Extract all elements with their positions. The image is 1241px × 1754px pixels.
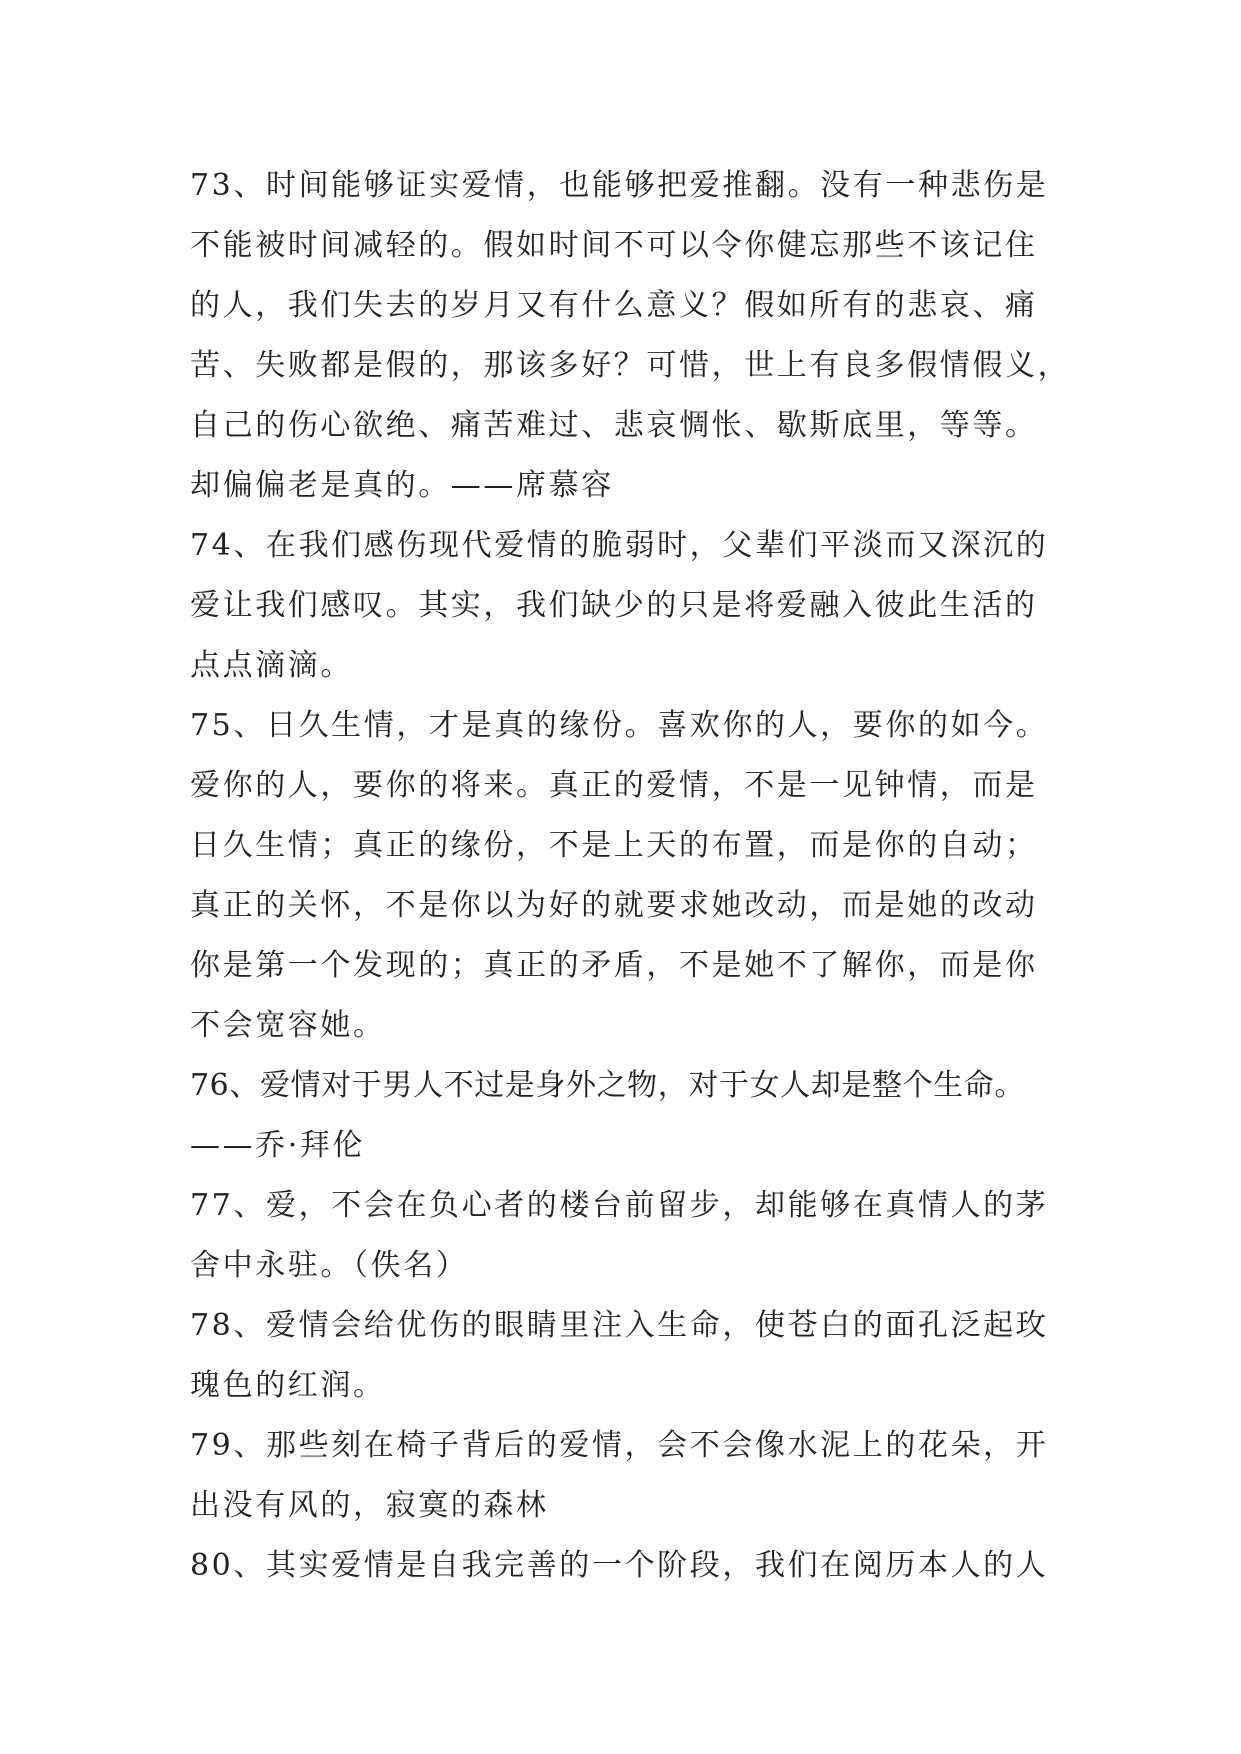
text-line-76-1: 76、爱情对于男人不过是身外之物，对于女人却是整个生命。 xyxy=(190,1068,1025,1103)
text-line-75-6: 不会宽容她。 xyxy=(190,1008,386,1043)
text-line-73-2: 不能被时间减轻的。假如时间不可以令你健忘那些不该记住 xyxy=(190,228,1038,263)
text-line-77-2: 舍中永驻。（佚名） xyxy=(190,1248,469,1283)
text-line-78-1: 78、爱情会给优伤的眼睛里注入生命，使苍白的面孔泛起玫 xyxy=(190,1308,1049,1343)
text-line-80-1: 80、其实爱情是自我完善的一个阶段，我们在阅历本人的人 xyxy=(190,1548,1049,1583)
text-line-79-2: 出没有风的，寂寞的森林 xyxy=(190,1488,549,1523)
text-line-75-5: 你是第一个发现的；真正的矛盾，不是她不了解你，而是你 xyxy=(190,948,1038,983)
text-line-79-1: 79、那些刻在椅子背后的爱情，会不会像水泥上的花朵，开 xyxy=(190,1428,1049,1463)
text-line-78-2: 瑰色的红润。 xyxy=(190,1368,386,1403)
text-line-75-1: 75、日久生情，才是真的缘份。喜欢你的人，要你的如今。 xyxy=(190,708,1049,743)
text-line-75-4: 真正的关怀，不是你以为好的就要求她改动，而是她的改动 xyxy=(190,888,1038,923)
text-line-76-2: ——乔·拜伦 xyxy=(190,1128,366,1163)
text-line-73-4: 苦、失败都是假的，那该多好？可惜，世上有良多假情假义， xyxy=(190,348,1071,383)
text-line-73-6: 却偏偏老是真的。——席慕容 xyxy=(190,468,614,503)
text-line-77-1: 77、爱，不会在负心者的楼台前留步，却能够在真情人的茅 xyxy=(190,1188,1049,1223)
text-line-75-3: 日久生情；真正的缘份，不是上天的布置，而是你的自动； xyxy=(190,828,1038,863)
text-line-75-2: 爱你的人，要你的将来。真正的爱情，不是一见钟情，而是 xyxy=(190,768,1038,803)
text-line-74-2: 爱让我们感叹。其实，我们缺少的只是将爱融入彼此生活的 xyxy=(190,588,1038,623)
text-line-73-3: 的人，我们失去的岁月又有什么意义？假如所有的悲哀、痛 xyxy=(190,288,1038,323)
document-body xyxy=(190,156,1070,1596)
text-line-73-5: 自己的伤心欲绝、痛苦难过、悲哀惆怅、歇斯底里，等等。 xyxy=(190,408,1038,443)
text-line-74-3: 点点滴滴。 xyxy=(190,648,353,683)
text-line-73-1: 73、时间能够证实爱情，也能够把爱推翻。没有一种悲伤是 xyxy=(190,168,1049,203)
text-line-74-1: 74、在我们感伤现代爱情的脆弱时，父辈们平淡而又深沉的 xyxy=(190,528,1049,563)
